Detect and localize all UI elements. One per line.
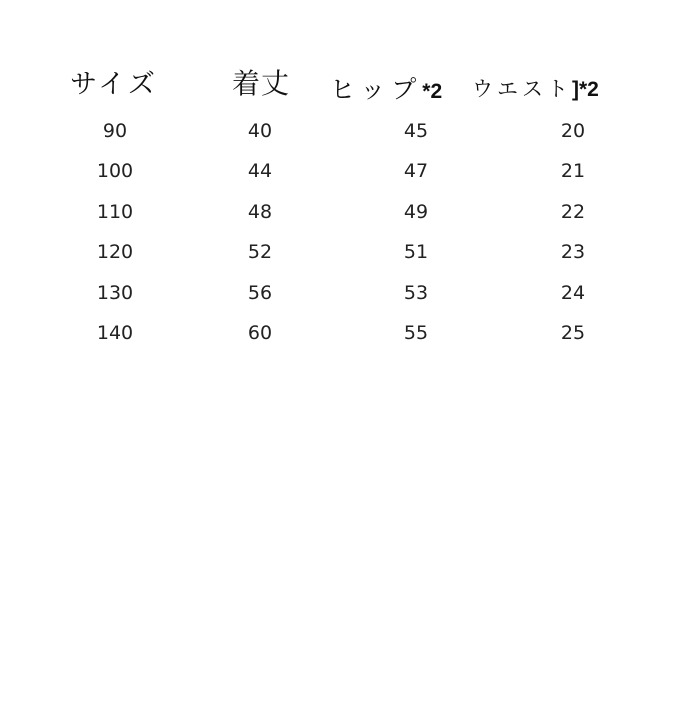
- header-hip-label: ヒップ: [330, 75, 423, 104]
- table-row: [0, 156, 700, 186]
- cell-waist: 21: [560, 160, 586, 182]
- cell-length: 44: [247, 160, 273, 182]
- cell-hip: 45: [403, 120, 429, 142]
- table-row: [0, 116, 700, 146]
- header-waist-label: ウエスト: [472, 77, 572, 101]
- cell-size: 100: [96, 160, 134, 182]
- cell-waist: 23: [560, 241, 586, 263]
- cell-size: 110: [96, 201, 134, 223]
- cell-hip: 51: [403, 241, 429, 263]
- cell-size: 120: [96, 241, 134, 263]
- cell-hip: 47: [403, 160, 429, 182]
- cell-waist: 25: [560, 322, 586, 344]
- cell-hip: 49: [403, 201, 429, 223]
- header-size: サイズ: [70, 69, 158, 100]
- header-waist: [472, 73, 599, 103]
- header-waist-suffix: ]*2: [572, 78, 599, 101]
- cell-length: 56: [247, 282, 273, 304]
- cell-size: 130: [96, 282, 134, 304]
- cell-size: 90: [102, 120, 128, 142]
- cell-waist: 24: [560, 282, 586, 304]
- cell-hip: 53: [403, 282, 429, 304]
- table-row: [0, 237, 700, 267]
- cell-length: 60: [247, 322, 273, 344]
- cell-length: 52: [247, 241, 273, 263]
- cell-size: 140: [96, 322, 134, 344]
- table-row: [0, 278, 700, 308]
- table-row: [0, 318, 700, 348]
- cell-length: 40: [247, 120, 273, 142]
- table-row: [0, 197, 700, 227]
- cell-length: 48: [247, 201, 273, 223]
- cell-waist: 22: [560, 201, 586, 223]
- cell-waist: 20: [560, 120, 586, 142]
- header-hip-suffix: *2: [422, 80, 443, 103]
- cell-hip: 55: [403, 322, 429, 344]
- header-hip: [330, 70, 442, 106]
- header-length: 着丈: [232, 67, 291, 100]
